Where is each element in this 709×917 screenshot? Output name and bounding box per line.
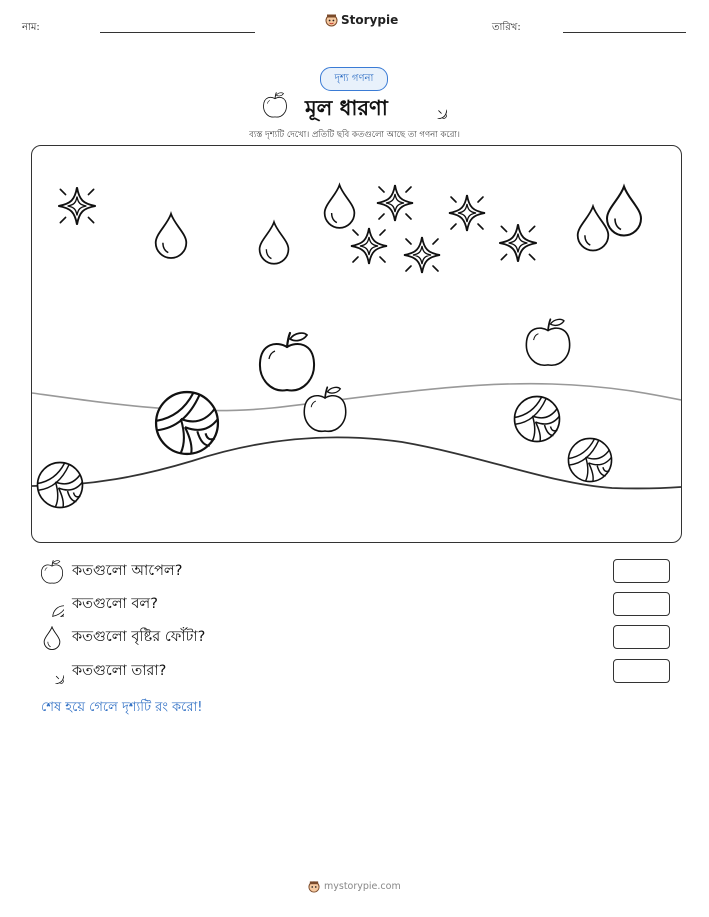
star-icon [351,228,387,264]
question-row [40,559,182,585]
name-label: নাম: [22,22,40,33]
category-badge: দৃশ্য গণনা [320,67,388,91]
volleyball-icon [156,392,218,454]
name-line[interactable] [100,32,255,33]
brand-logo [325,13,398,27]
volleyball-icon [38,463,83,508]
star-icon [499,224,536,261]
title-apple-icon [262,91,288,119]
raindrop-icon [578,206,609,250]
star-icon [40,660,64,684]
volleyball-icon [515,397,560,442]
date-label: তারিখ: [492,22,521,33]
scene-illustration [32,146,681,542]
answer-box-apples[interactable] [613,559,670,583]
raindrop-icon [325,185,355,228]
footer [308,880,401,893]
apple-icon [526,319,569,365]
question-row [40,659,166,685]
star-icon [58,187,95,224]
star-icon [377,185,413,221]
raindrop-icon [40,626,64,650]
footer-url[interactable]: mystorypie.com [324,881,401,892]
coloring-instruction: শেষ হয়ে গেলে দৃশ্যটি রং করো! [41,700,203,715]
raindrop-icon [156,214,187,258]
page-title: মূল ধারণা [305,96,388,120]
question-row [40,592,158,618]
answer-box-stars[interactable] [613,659,670,683]
volleyball-icon [40,593,64,617]
storypie-mascot-icon [308,880,320,893]
question-row [40,625,205,651]
answer-box-balls[interactable] [613,592,670,616]
instructions: ব্যস্ত দৃশ্যটি দেখো। প্রতিটি ছবি কতগুলো আছে তা গণনা করো। [249,130,460,140]
question-text: কতগুলো বৃষ্টির ফোঁটা? [72,629,206,645]
star-icon [449,195,485,231]
raindrop-icon [607,187,641,236]
storypie-mascot-icon [325,13,338,27]
star-icon [404,237,440,273]
answer-box-raindrops[interactable] [613,625,670,649]
volleyball-icon [568,438,611,481]
apple-icon [304,387,345,431]
question-text: কতগুলো আপেল? [72,563,183,579]
hill-back-line [32,384,681,411]
question-text: কতগুলো বল? [72,596,158,612]
apple-icon [40,559,64,585]
date-line[interactable] [563,32,686,33]
question-text: কতগুলো তারা? [72,663,167,679]
title-star-icon [421,93,447,119]
apple-icon [260,333,314,390]
raindrop-icon [260,222,289,264]
counting-scene [31,145,682,543]
brand-name: Storypie [341,13,399,27]
